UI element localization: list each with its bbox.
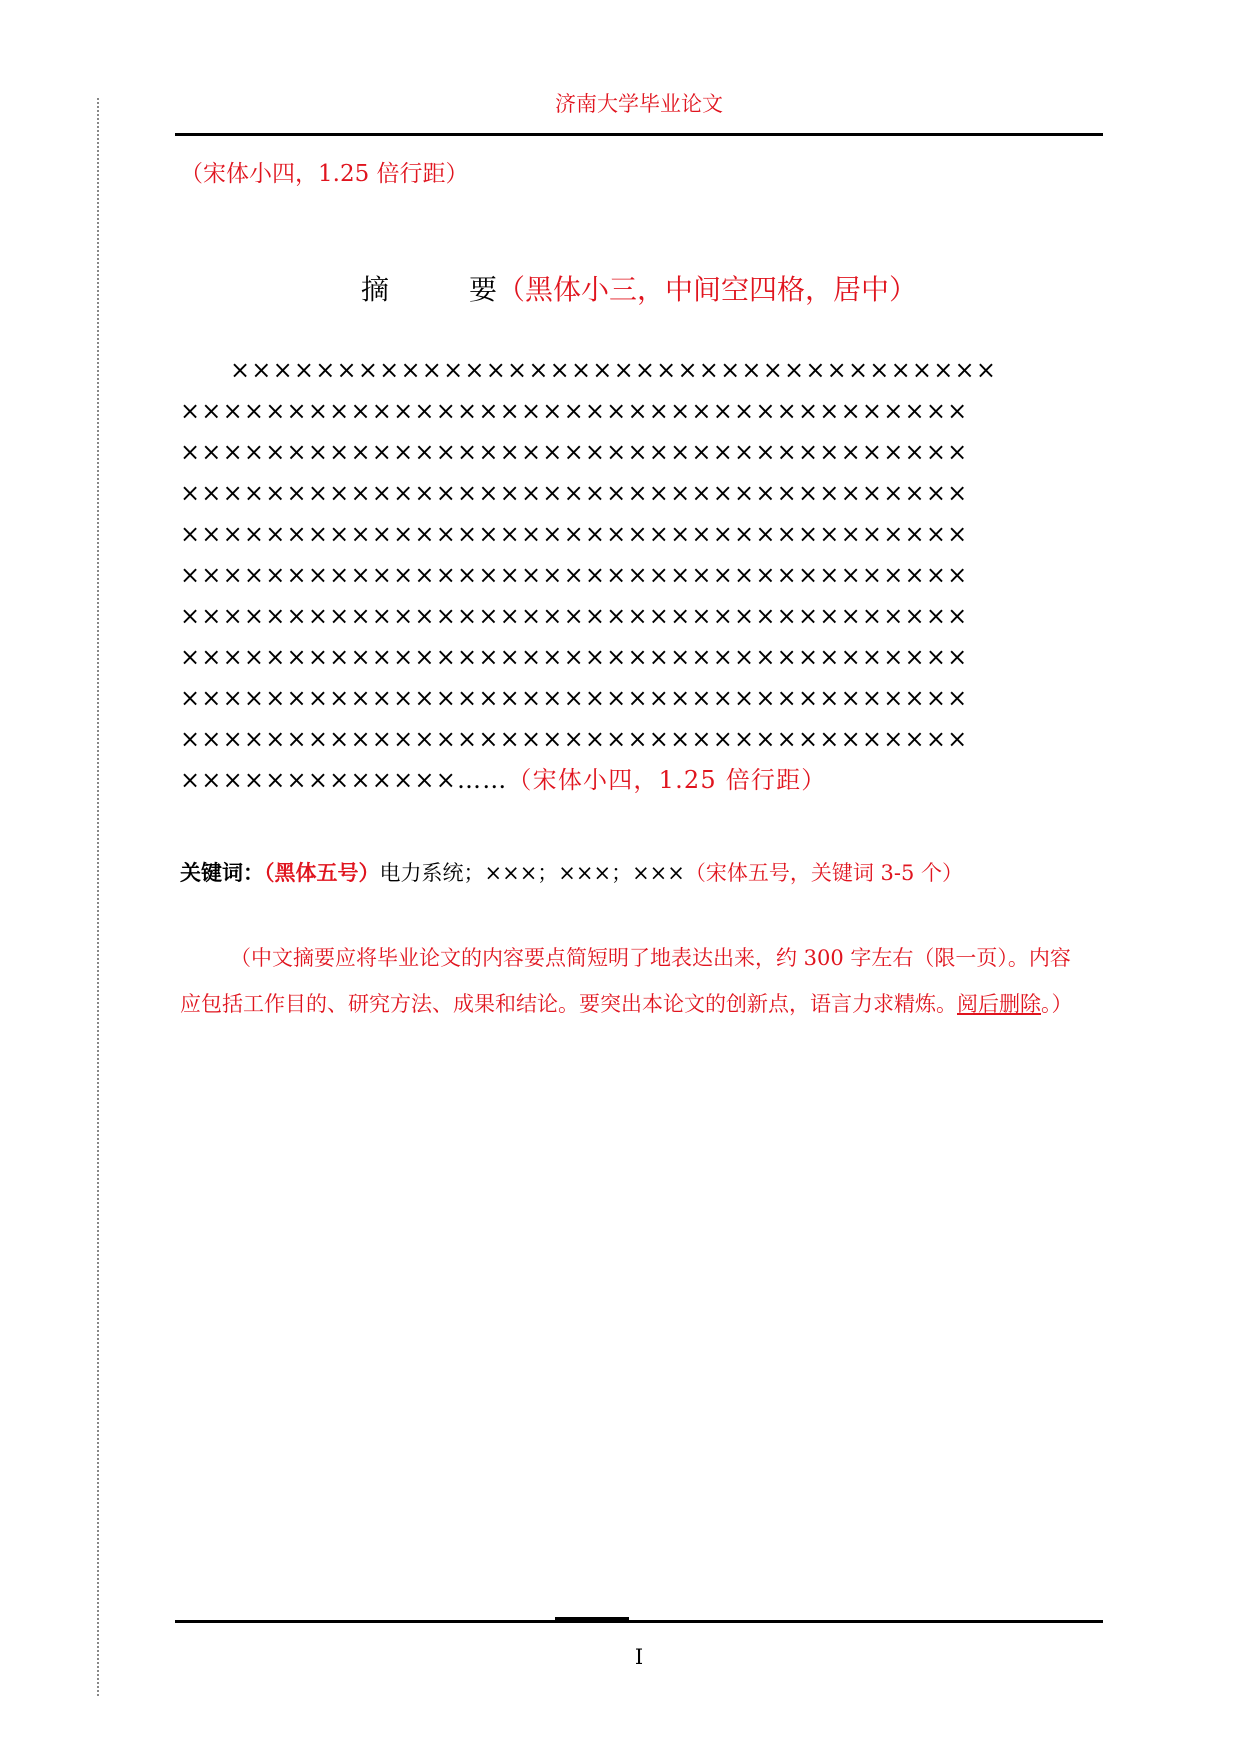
abstract-heading bbox=[175, 268, 1103, 308]
instructions-note bbox=[180, 935, 1100, 1027]
abstract-heading-char-2: 要 bbox=[468, 273, 497, 306]
running-header-title: 济南大学毕业论文 bbox=[555, 92, 723, 116]
keywords-format-note: （宋体五号，关键词 3-5 个） bbox=[684, 861, 964, 885]
abstract-line: ××××××××××××××××××××××××××××××××××××× bbox=[180, 561, 969, 589]
binding-margin-line bbox=[97, 98, 99, 1696]
instructions-line-2 bbox=[180, 981, 1100, 1027]
abstract-line: ××××××××××××××××××××××××××××××××××××× bbox=[180, 397, 969, 425]
instructions-line-2-text: 应包括工作目的、研究方法、成果和结论。要突出本论文的创新点，语言力求精炼。 bbox=[180, 992, 957, 1016]
abstract-line: ××××××××××××××××××××××××××××××××××××× bbox=[180, 643, 969, 671]
abstract-last-line-text: ×××××××××××××…… bbox=[180, 766, 508, 794]
abstract-body bbox=[180, 350, 1100, 801]
abstract-heading-note: （黑体小三，中间空四格，居中） bbox=[497, 273, 918, 306]
abstract-line: ×××××××××××××××××××××××××××××××××××× bbox=[230, 356, 998, 384]
abstract-format-note: （宋体小四，1.25 倍行距） bbox=[507, 766, 827, 794]
header-rule bbox=[175, 133, 1103, 136]
abstract-heading-char-1: 摘 bbox=[360, 273, 389, 306]
keywords-label-note: （黑体五号） bbox=[264, 861, 380, 885]
keywords-values: 电力系统；×××；×××；××× bbox=[379, 861, 685, 885]
delete-after-reading-link: 阅后删除 bbox=[957, 992, 1041, 1016]
format-note-top: （宋体小四，1.25 倍行距） bbox=[180, 161, 469, 187]
footer-rule bbox=[175, 1620, 1103, 1623]
abstract-line: ××××××××××××××××××××××××××××××××××××× bbox=[180, 725, 969, 753]
keywords-line bbox=[180, 857, 963, 887]
instructions-line-1: （中文摘要应将毕业论文的内容要点简短明了地表达出来，约 300 字左右（限一页）。内容 bbox=[230, 946, 1071, 970]
abstract-line: ××××××××××××××××××××××××××××××××××××× bbox=[180, 479, 969, 507]
abstract-line: ××××××××××××××××××××××××××××××××××××× bbox=[180, 602, 969, 630]
abstract-line: ××××××××××××××××××××××××××××××××××××× bbox=[180, 520, 969, 548]
abstract-line: ××××××××××××××××××××××××××××××××××××× bbox=[180, 438, 969, 466]
keywords-label: 关键词： bbox=[180, 861, 264, 885]
page-number: I bbox=[634, 1645, 644, 1669]
abstract-line: ××××××××××××××××××××××××××××××××××××× bbox=[180, 684, 969, 712]
abstract-last-line bbox=[180, 760, 1100, 801]
instructions-line-2-end: 。） bbox=[1041, 992, 1073, 1016]
